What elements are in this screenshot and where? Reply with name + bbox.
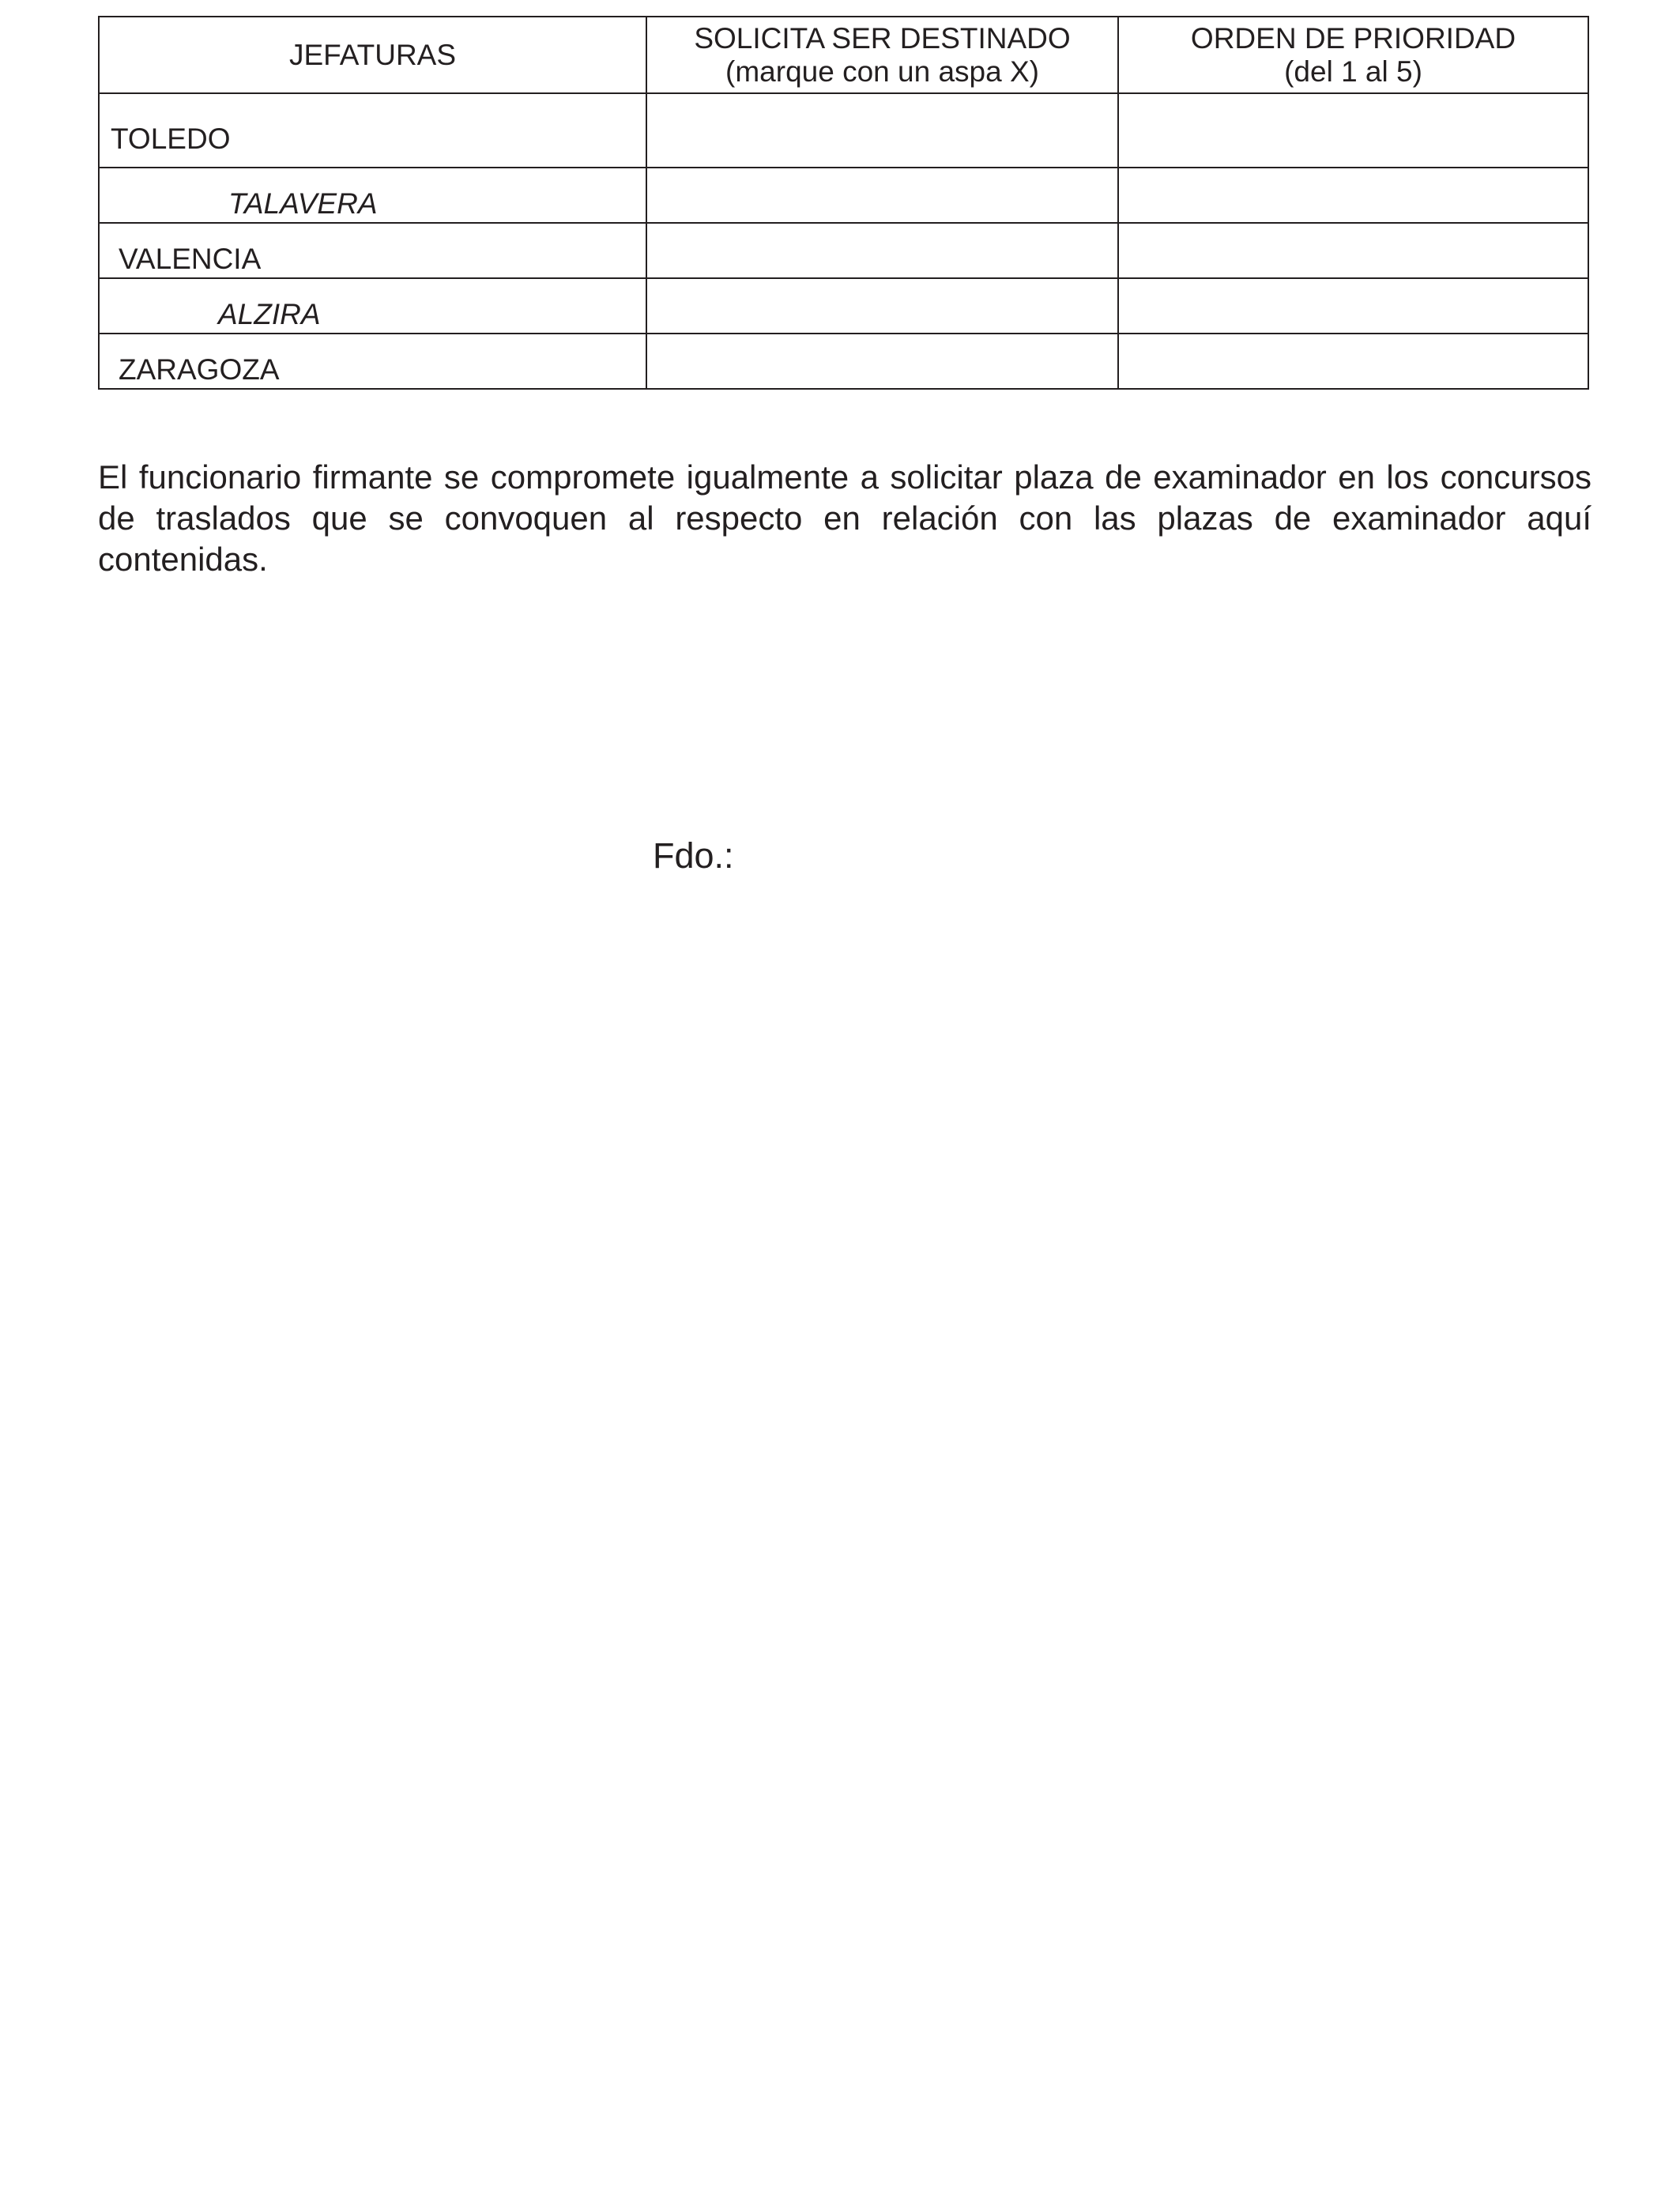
header-jefaturas-label: JEFATURAS [288,38,457,71]
jefatura-name-cell [99,334,646,389]
jefatura-name-cell [99,278,646,334]
table-row-valencia [99,223,1588,278]
jefatura-name-cell [99,168,646,223]
commitment-paragraph: El funcionario firmante se compromete igualmente a solicitar plaza de examinador en los concursos de traslados que se convoquen al respecto en relación con las plazas de examinador aquí contenidas. [98,458,1591,578]
destinado-mark-cell[interactable] [646,334,1118,389]
jefaturas-table [98,16,1589,390]
signature-label: Fdo.: [653,835,734,876]
prioridad-input-cell[interactable] [1118,93,1588,168]
destinado-mark-cell[interactable] [646,168,1118,223]
header-solicita [646,17,1118,93]
jefatura-name: ZARAGOZA [119,353,280,386]
jefatura-name: ALZIRA [218,298,321,330]
table-row-toledo [99,93,1588,168]
prioridad-input-cell[interactable] [1118,168,1588,223]
destinado-mark-cell[interactable] [646,278,1118,334]
header-prioridad [1118,17,1588,93]
header-prioridad-title: ORDEN DE PRIORIDAD [1190,21,1516,55]
destinado-mark-cell[interactable] [646,93,1118,168]
prioridad-input-cell[interactable] [1118,334,1588,389]
table-header-row [99,17,1588,93]
jefatura-name-cell [99,223,646,278]
table-row-talavera [99,168,1588,223]
header-solicita-hint: (marque con un aspa X) [725,55,1039,88]
jefatura-name: TOLEDO [111,123,231,155]
table-row-zaragoza [99,334,1588,389]
header-prioridad-hint: (del 1 al 5) [1284,55,1422,88]
header-solicita-title: SOLICITA SER DESTINADO [694,21,1071,55]
jefatura-name-cell [99,93,646,168]
destinado-mark-cell[interactable] [646,223,1118,278]
jefatura-name: VALENCIA [119,243,262,275]
jefatura-name: TALAVERA [228,187,378,220]
prioridad-input-cell[interactable] [1118,278,1588,334]
header-jefaturas [99,17,646,93]
prioridad-input-cell[interactable] [1118,223,1588,278]
table-row-alzira [99,278,1588,334]
